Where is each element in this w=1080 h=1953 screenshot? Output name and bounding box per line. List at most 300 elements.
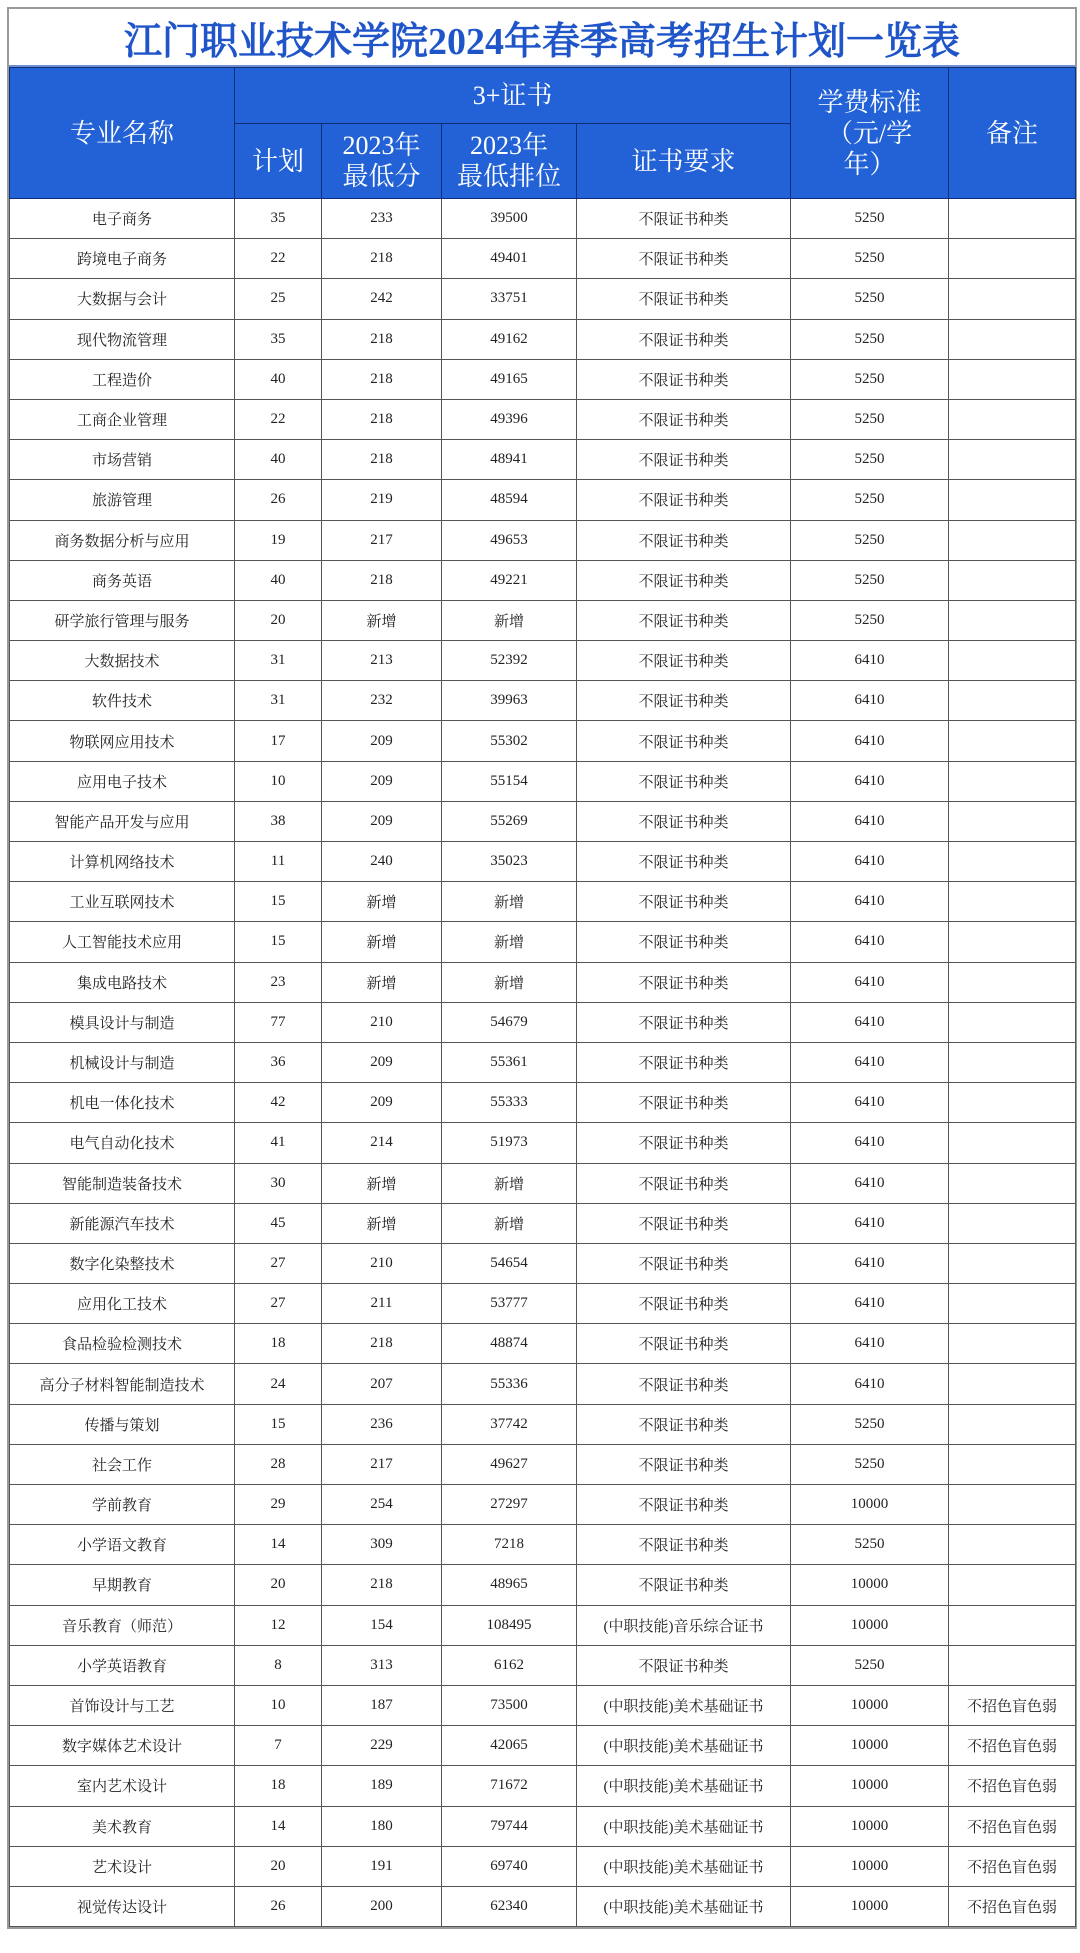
cell-min-score: 207 [322,1364,442,1404]
cell-min-rank: 48941 [442,440,577,480]
cell-cert-requirement: 不限证书种类 [577,480,791,520]
cell-plan: 38 [235,801,322,841]
cell-plan: 23 [235,962,322,1002]
cell-min-score: 219 [322,480,442,520]
cell-min-score: 200 [322,1886,442,1926]
cell-tuition-fee: 5250 [791,399,949,439]
document-title: 江门职业技术学院2024年春季高考招生计划一览表 [9,9,1075,67]
cell-tuition-fee: 6410 [791,761,949,801]
cell-tuition-fee: 6410 [791,1243,949,1283]
cell-note [949,1485,1076,1525]
table-row [10,600,1076,640]
cell-plan: 22 [235,239,322,279]
cell-note [949,480,1076,520]
table-row [10,1364,1076,1404]
cell-plan: 30 [235,1163,322,1203]
cell-min-score: 236 [322,1404,442,1444]
cell-major-name: 模具设计与制造 [10,1002,235,1042]
cell-tuition-fee: 5250 [791,1525,949,1565]
cell-major-name: 大数据技术 [10,641,235,681]
header-fee-line3: 年） [843,149,896,179]
cell-plan: 14 [235,1525,322,1565]
cell-cert-requirement: (中职技能)美术基础证书 [577,1806,791,1846]
cell-note [949,1123,1076,1163]
cell-major-name: 商务数据分析与应用 [10,520,235,560]
header-group-3-plus-cert: 3+证书 [235,68,791,124]
cell-min-score: 209 [322,721,442,761]
cell-min-score: 209 [322,1042,442,1082]
cell-plan: 24 [235,1364,322,1404]
cell-major-name: 新能源汽车技术 [10,1203,235,1243]
table-row [10,1726,1076,1766]
cell-min-rank: 55333 [442,1083,577,1123]
cell-plan: 8 [235,1645,322,1685]
cell-cert-requirement: 不限证书种类 [577,842,791,882]
table-row [10,199,1076,239]
cell-plan: 19 [235,520,322,560]
cell-min-score: 217 [322,520,442,560]
table-row [10,1485,1076,1525]
cell-major-name: 现代物流管理 [10,319,235,359]
cell-note [949,520,1076,560]
cell-min-score: 新增 [322,1163,442,1203]
cell-min-score: 213 [322,641,442,681]
cell-tuition-fee: 6410 [791,922,949,962]
cell-plan: 18 [235,1766,322,1806]
cell-note [949,1565,1076,1605]
cell-note [949,842,1076,882]
cell-min-rank: 新增 [442,1203,577,1243]
cell-tuition-fee: 6410 [791,1002,949,1042]
cell-tuition-fee: 6410 [791,882,949,922]
cell-plan: 15 [235,882,322,922]
cell-min-rank: 55154 [442,761,577,801]
cell-note [949,962,1076,1002]
cell-major-name: 电气自动化技术 [10,1123,235,1163]
cell-cert-requirement: 不限证书种类 [577,1324,791,1364]
table-row [10,399,1076,439]
cell-min-rank: 49653 [442,520,577,560]
cell-note [949,279,1076,319]
cell-cert-requirement: 不限证书种类 [577,922,791,962]
cell-plan: 14 [235,1806,322,1846]
cell-plan: 10 [235,1685,322,1725]
cell-cert-requirement: 不限证书种类 [577,560,791,600]
cell-plan: 15 [235,922,322,962]
table-row [10,962,1076,1002]
table-row [10,1806,1076,1846]
cell-cert-requirement: 不限证书种类 [577,1002,791,1042]
cell-tuition-fee: 6410 [791,681,949,721]
cell-min-score: 309 [322,1525,442,1565]
cell-cert-requirement: 不限证书种类 [577,761,791,801]
cell-note [949,440,1076,480]
cell-cert-requirement: (中职技能)美术基础证书 [577,1846,791,1886]
cell-min-rank: 49627 [442,1444,577,1484]
cell-tuition-fee: 10000 [791,1685,949,1725]
cell-min-score: 新增 [322,600,442,640]
cell-major-name: 智能制造装备技术 [10,1163,235,1203]
cell-note [949,1203,1076,1243]
cell-plan: 35 [235,199,322,239]
cell-note [949,1083,1076,1123]
cell-tuition-fee: 5250 [791,600,949,640]
table-row [10,721,1076,761]
cell-min-rank: 新增 [442,1163,577,1203]
cell-cert-requirement: 不限证书种类 [577,1042,791,1082]
cell-note: 不招色盲色弱 [949,1685,1076,1725]
table-row [10,1766,1076,1806]
cell-plan: 40 [235,560,322,600]
cell-plan: 45 [235,1203,322,1243]
cell-cert-requirement: 不限证书种类 [577,1444,791,1484]
cell-plan: 28 [235,1444,322,1484]
header-fee-line1: 学费标准 [817,87,922,117]
table-row [10,239,1076,279]
cell-min-rank: 49165 [442,359,577,399]
cell-cert-requirement: 不限证书种类 [577,359,791,399]
cell-min-score: 214 [322,1123,442,1163]
header-min-rank [442,124,577,199]
table-row [10,359,1076,399]
cell-plan: 12 [235,1605,322,1645]
cell-min-rank: 7218 [442,1525,577,1565]
cell-major-name: 高分子材料智能制造技术 [10,1364,235,1404]
cell-major-name: 旅游管理 [10,480,235,520]
cell-note [949,1284,1076,1324]
table-row [10,1605,1076,1645]
cell-cert-requirement: 不限证书种类 [577,882,791,922]
cell-plan: 10 [235,761,322,801]
cell-min-rank: 33751 [442,279,577,319]
cell-plan: 31 [235,681,322,721]
cell-min-rank: 37742 [442,1404,577,1444]
cell-major-name: 跨境电子商务 [10,239,235,279]
cell-min-rank: 49396 [442,399,577,439]
cell-min-rank: 新增 [442,882,577,922]
cell-cert-requirement: 不限证书种类 [577,279,791,319]
cell-plan: 26 [235,1886,322,1926]
cell-major-name: 市场营销 [10,440,235,480]
header-min-score [322,124,442,199]
cell-cert-requirement: (中职技能)美术基础证书 [577,1685,791,1725]
cell-tuition-fee: 5250 [791,1645,949,1685]
cell-tuition-fee: 10000 [791,1766,949,1806]
cell-cert-requirement: 不限证书种类 [577,801,791,841]
cell-major-name: 小学语文教育 [10,1525,235,1565]
cell-min-rank: 55302 [442,721,577,761]
cell-min-rank: 49221 [442,560,577,600]
cell-tuition-fee: 6410 [791,842,949,882]
cell-major-name: 早期教育 [10,1565,235,1605]
cell-min-rank: 55361 [442,1042,577,1082]
admission-plan-document [7,7,1077,1929]
cell-plan: 7 [235,1726,322,1766]
cell-tuition-fee: 10000 [791,1726,949,1766]
cell-major-name: 集成电路技术 [10,962,235,1002]
cell-note: 不招色盲色弱 [949,1886,1076,1926]
header-fee-line2: （元/学 [826,118,913,148]
cell-major-name: 工程造价 [10,359,235,399]
cell-major-name: 视觉传达设计 [10,1886,235,1926]
table-row [10,319,1076,359]
table-row [10,1525,1076,1565]
cell-plan: 27 [235,1243,322,1283]
cell-tuition-fee: 6410 [791,1042,949,1082]
cell-major-name: 电子商务 [10,199,235,239]
header-fee [791,68,949,199]
cell-note [949,600,1076,640]
cell-min-score: 242 [322,279,442,319]
cell-tuition-fee: 6410 [791,1163,949,1203]
cell-cert-requirement: 不限证书种类 [577,641,791,681]
cell-major-name: 软件技术 [10,681,235,721]
cell-tuition-fee: 10000 [791,1605,949,1645]
cell-min-rank: 39500 [442,199,577,239]
cell-tuition-fee: 6410 [791,1364,949,1404]
cell-min-score: 210 [322,1243,442,1283]
cell-major-name: 学前教育 [10,1485,235,1525]
cell-min-score: 154 [322,1605,442,1645]
cell-tuition-fee: 5250 [791,1404,949,1444]
cell-plan: 18 [235,1324,322,1364]
cell-cert-requirement: 不限证书种类 [577,600,791,640]
cell-min-rank: 39963 [442,681,577,721]
cell-cert-requirement: 不限证书种类 [577,1645,791,1685]
cell-tuition-fee: 5250 [791,520,949,560]
cell-note [949,239,1076,279]
cell-tuition-fee: 5250 [791,440,949,480]
cell-tuition-fee: 5250 [791,560,949,600]
cell-min-score: 218 [322,399,442,439]
cell-tuition-fee: 6410 [791,962,949,1002]
header-major: 专业名称 [10,68,235,199]
cell-note [949,199,1076,239]
cell-note: 不招色盲色弱 [949,1806,1076,1846]
cell-major-name: 工业互联网技术 [10,882,235,922]
cell-note [949,1002,1076,1042]
cell-min-score: 218 [322,319,442,359]
cell-note [949,1525,1076,1565]
cell-note [949,801,1076,841]
cell-min-score: 218 [322,239,442,279]
cell-min-score: 191 [322,1846,442,1886]
cell-note [949,681,1076,721]
table-row [10,1203,1076,1243]
table-row [10,1284,1076,1324]
cell-tuition-fee: 6410 [791,1203,949,1243]
cell-tuition-fee: 6410 [791,1284,949,1324]
cell-major-name: 研学旅行管理与服务 [10,600,235,640]
cell-cert-requirement: 不限证书种类 [577,1243,791,1283]
table-row [10,641,1076,681]
cell-note [949,721,1076,761]
header-cert: 证书要求 [577,124,791,199]
cell-tuition-fee: 5250 [791,1444,949,1484]
cell-tuition-fee: 10000 [791,1485,949,1525]
table-body [10,199,1076,1927]
cell-cert-requirement: 不限证书种类 [577,1525,791,1565]
table-row [10,279,1076,319]
cell-min-score: 187 [322,1685,442,1725]
table-row [10,761,1076,801]
cell-min-score: 218 [322,440,442,480]
table-row [10,1243,1076,1283]
cell-tuition-fee: 6410 [791,641,949,681]
cell-tuition-fee: 5250 [791,319,949,359]
cell-major-name: 大数据与会计 [10,279,235,319]
cell-min-score: 新增 [322,1203,442,1243]
cell-tuition-fee: 10000 [791,1565,949,1605]
header-note: 备注 [949,68,1076,199]
cell-tuition-fee: 10000 [791,1806,949,1846]
cell-min-score: 218 [322,359,442,399]
table-row [10,882,1076,922]
cell-min-score: 218 [322,1324,442,1364]
cell-cert-requirement: 不限证书种类 [577,199,791,239]
cell-major-name: 美术教育 [10,1806,235,1846]
cell-plan: 40 [235,359,322,399]
cell-min-rank: 51973 [442,1123,577,1163]
cell-major-name: 艺术设计 [10,1846,235,1886]
cell-cert-requirement: 不限证书种类 [577,399,791,439]
cell-plan: 42 [235,1083,322,1123]
cell-major-name: 应用电子技术 [10,761,235,801]
cell-plan: 36 [235,1042,322,1082]
cell-major-name: 人工智能技术应用 [10,922,235,962]
cell-tuition-fee: 5250 [791,239,949,279]
cell-major-name: 社会工作 [10,1444,235,1484]
cell-min-rank: 55269 [442,801,577,841]
cell-note [949,1042,1076,1082]
cell-min-score: 240 [322,842,442,882]
cell-note [949,1163,1076,1203]
cell-min-score: 209 [322,761,442,801]
cell-plan: 15 [235,1404,322,1444]
cell-cert-requirement: 不限证书种类 [577,962,791,1002]
cell-note [949,1605,1076,1645]
cell-note [949,1404,1076,1444]
cell-cert-requirement: 不限证书种类 [577,520,791,560]
table-row [10,1444,1076,1484]
cell-tuition-fee: 6410 [791,1083,949,1123]
cell-min-score: 254 [322,1485,442,1525]
cell-plan: 20 [235,1565,322,1605]
cell-plan: 20 [235,600,322,640]
cell-min-rank: 6162 [442,1645,577,1685]
cell-cert-requirement: 不限证书种类 [577,1123,791,1163]
cell-min-rank: 53777 [442,1284,577,1324]
cell-major-name: 机械设计与制造 [10,1042,235,1082]
cell-tuition-fee: 6410 [791,801,949,841]
cell-plan: 35 [235,319,322,359]
cell-min-score: 217 [322,1444,442,1484]
table-row [10,1123,1076,1163]
cell-major-name: 食品检验检测技术 [10,1324,235,1364]
table-row [10,1163,1076,1203]
cell-min-rank: 49401 [442,239,577,279]
cell-cert-requirement: 不限证书种类 [577,681,791,721]
cell-plan: 11 [235,842,322,882]
cell-min-score: 218 [322,1565,442,1605]
cell-cert-requirement: 不限证书种类 [577,1083,791,1123]
cell-min-score: 233 [322,199,442,239]
cell-min-score: 210 [322,1002,442,1042]
cell-major-name: 机电一体化技术 [10,1083,235,1123]
cell-cert-requirement: 不限证书种类 [577,239,791,279]
cell-min-rank: 48594 [442,480,577,520]
cell-min-rank: 48965 [442,1565,577,1605]
table-row [10,922,1076,962]
cell-cert-requirement: 不限证书种类 [577,1163,791,1203]
cell-tuition-fee: 10000 [791,1886,949,1926]
cell-tuition-fee: 6410 [791,1123,949,1163]
cell-min-rank: 71672 [442,1766,577,1806]
cell-min-rank: 62340 [442,1886,577,1926]
cell-min-rank: 新增 [442,962,577,1002]
cell-note [949,922,1076,962]
cell-cert-requirement: (中职技能)音乐综合证书 [577,1605,791,1645]
cell-plan: 29 [235,1485,322,1525]
cell-min-score: 229 [322,1726,442,1766]
cell-cert-requirement: 不限证书种类 [577,1404,791,1444]
header-min-rank-line1: 2023年 [469,131,548,160]
admission-plan-table [9,67,1076,1927]
cell-min-score: 新增 [322,922,442,962]
cell-min-score: 209 [322,1083,442,1123]
cell-tuition-fee: 5250 [791,359,949,399]
cell-note: 不招色盲色弱 [949,1766,1076,1806]
cell-note [949,1324,1076,1364]
cell-major-name: 室内艺术设计 [10,1766,235,1806]
cell-cert-requirement: 不限证书种类 [577,1284,791,1324]
cell-major-name: 计算机网络技术 [10,842,235,882]
cell-tuition-fee: 5250 [791,480,949,520]
cell-plan: 31 [235,641,322,681]
cell-min-score: 新增 [322,962,442,1002]
cell-plan: 27 [235,1284,322,1324]
cell-min-rank: 54654 [442,1243,577,1283]
table-row [10,1083,1076,1123]
header-min-score-line2: 最低分 [342,162,421,191]
cell-min-score: 218 [322,560,442,600]
cell-min-rank: 48874 [442,1324,577,1364]
cell-plan: 41 [235,1123,322,1163]
cell-note [949,359,1076,399]
cell-plan: 17 [235,721,322,761]
cell-note [949,1444,1076,1484]
table-row [10,1685,1076,1725]
header-min-score-line1: 2023年 [342,131,421,160]
cell-note [949,882,1076,922]
cell-major-name: 数字化染整技术 [10,1243,235,1283]
cell-note [949,1645,1076,1685]
cell-tuition-fee: 5250 [791,199,949,239]
cell-cert-requirement: 不限证书种类 [577,440,791,480]
table-row [10,681,1076,721]
cell-note [949,560,1076,600]
cell-min-rank: 35023 [442,842,577,882]
cell-min-rank: 55336 [442,1364,577,1404]
cell-note [949,761,1076,801]
cell-min-score: 232 [322,681,442,721]
cell-min-rank: 42065 [442,1726,577,1766]
cell-min-rank: 69740 [442,1846,577,1886]
cell-min-score: 新增 [322,882,442,922]
cell-note [949,319,1076,359]
cell-major-name: 小学英语教育 [10,1645,235,1685]
header-plan: 计划 [235,124,322,199]
